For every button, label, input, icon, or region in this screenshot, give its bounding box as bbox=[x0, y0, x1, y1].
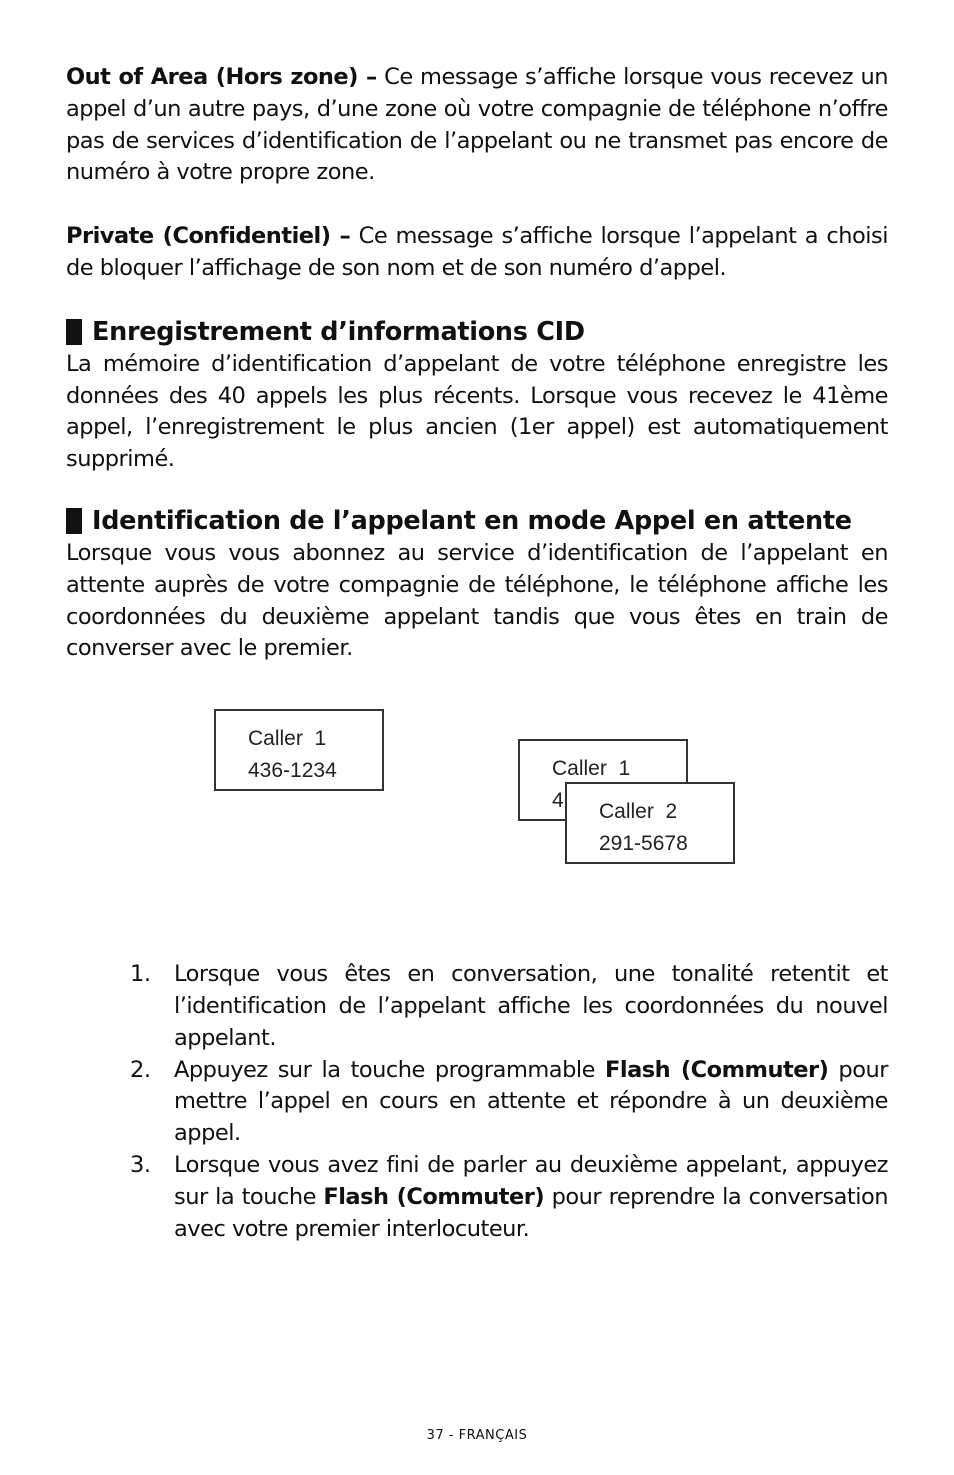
section-bar-icon bbox=[66, 508, 82, 534]
step-key: Flash (Commuter) bbox=[604, 1056, 829, 1083]
step-number: 3. bbox=[130, 1151, 151, 1178]
private-paragraph bbox=[66, 221, 888, 285]
screen-line: Caller 1 bbox=[552, 757, 631, 781]
step-key: Flash (Commuter) bbox=[323, 1183, 545, 1210]
page-footer: 37 - FRANÇAIS bbox=[426, 1428, 528, 1443]
steps-list bbox=[130, 959, 888, 1245]
cid-storage-heading bbox=[66, 315, 888, 349]
screen-line: 4 bbox=[552, 789, 564, 813]
step-text: Lorsque vous avez fini de parler au deuxième appelant, appuyez sur la touche bbox=[174, 1151, 888, 1210]
screen-line: 291-5678 bbox=[599, 832, 688, 856]
call-waiting-heading bbox=[66, 504, 888, 538]
cid-storage-body: La mémoire d’identification d’appelant de votre téléphone enregistre les données des 40 appels les plus récents. Lorsque vous recevez le 41ème appel, l’enregistrement le plus ancien (1er appel) est automatiquement supprimé. bbox=[66, 350, 888, 473]
screen-line: 436-1234 bbox=[248, 759, 337, 783]
step-text: Appuyez sur la touche programmable bbox=[174, 1056, 605, 1083]
step-text: pour mettre l’appel en cours en attente et répondre à un deuxième appel. bbox=[174, 1056, 888, 1147]
list-item bbox=[130, 1055, 888, 1150]
step-number: 2. bbox=[130, 1056, 151, 1083]
list-item bbox=[130, 1150, 888, 1245]
out-of-area-paragraph bbox=[66, 62, 888, 189]
private-term: Private (Confidentiel) – bbox=[66, 223, 351, 250]
out-of-area-term: Out of Area (Hors zone) – bbox=[66, 64, 377, 90]
step-text: Lorsque vous êtes en conversation, une tonalité retentit et l’identification de l’appelant affiche les coordonnées du nouvel appelant. bbox=[174, 961, 888, 1051]
step-text: pour reprendre la conversation avec votre premier interlocuteur. bbox=[174, 1183, 888, 1242]
step-number: 1. bbox=[130, 961, 151, 988]
caller-screen-front bbox=[565, 782, 735, 864]
section-bar-icon bbox=[66, 319, 82, 345]
private-text: Ce message s’affiche lorsque l’appelant a choisi de bloquer l’affichage de son nom et de son numéro d’appel. bbox=[66, 223, 888, 281]
call-waiting-body: Lorsque vous vous abonnez au service d’identification de l’appelant en attente auprès de votre compagnie de téléphone, le téléphone affiche les coordonnées du deuxième appelant tandis que vous êtes en train de converser avec le premier. bbox=[66, 539, 888, 662]
cid-storage-heading-text: Enregistrement d’informations CID bbox=[92, 316, 585, 347]
page-content bbox=[66, 62, 888, 1245]
list-item bbox=[130, 959, 888, 1054]
caller-screen-single bbox=[214, 709, 384, 791]
screen-line: Caller 1 bbox=[248, 727, 327, 751]
caller-id-figure bbox=[66, 709, 888, 959]
call-waiting-heading-text: Identification de l’appelant en mode Appel en attente bbox=[92, 505, 852, 536]
screen-line: Caller 2 bbox=[599, 800, 678, 824]
out-of-area-text: Ce message s’affiche lorsque vous recevez un appel d’un autre pays, d’une zone où votre compagnie de téléphone n’offre pas de services d’identification de l’appelant ou ne transmet pas encore de numéro à votre propre zone. bbox=[66, 64, 888, 186]
